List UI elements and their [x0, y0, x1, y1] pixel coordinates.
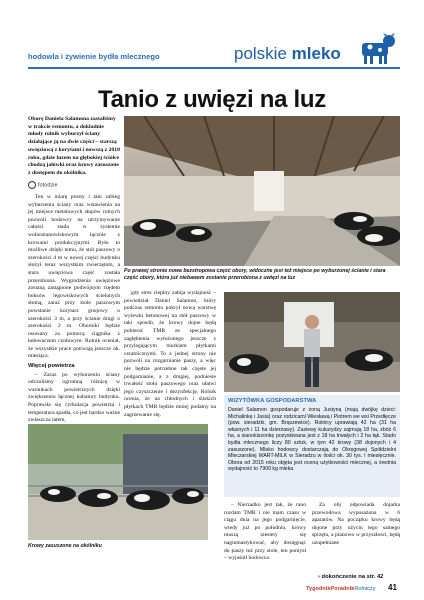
- author-name: fotodzie: [38, 182, 58, 189]
- subheading: Więcej powietrza: [28, 363, 75, 370]
- footer-brand-2: Poradnik: [330, 586, 355, 592]
- farm-info-heading: WIZYTÓWKA GOSPODARSTWA: [228, 398, 317, 404]
- cow-logo-icon: [356, 33, 398, 67]
- continuation-note: › dokończenie na str. 42: [318, 574, 384, 580]
- column-2: [124, 290, 216, 419]
- brand-title: [234, 44, 341, 64]
- column-3: [312, 502, 400, 548]
- section-tag: hodowla i żywienie bydła mlecznego: [28, 52, 160, 61]
- barn-interior-photo: [124, 116, 400, 266]
- photo-caption: Po prawej stronie nowa bezstropowa część obory, widoczne jest też miejsce po wyburzonej ścianie i stara część obory, która już niebawem zostanie przerobiona z uwięzi na luz: [124, 268, 386, 281]
- column-1: [28, 194, 120, 425]
- author: [28, 181, 58, 189]
- farmer-photo: [224, 292, 400, 392]
- photo-caption-paddock: Krowy zasuszone na okólniku: [28, 543, 102, 549]
- header-rule: [28, 67, 400, 69]
- cows-paddock-photo: [28, 424, 208, 540]
- paragraph: – Nierzadko jest tak, że rano rozdam TMR i nie mam czasu w ciągu dnia na jego podgarnięcie, wtedy już po południu, krowy muszą niestety się naginmastykować, aby dosięgnąć do paszy tuż przy stole, ten pomysł – wyjaśnił hodowca.: [224, 502, 306, 562]
- brand-regular: polskie: [234, 44, 287, 63]
- paragraph: Ten w miarę prosty i tani zabieg wyburzenia ściany oraz wstawienia na jej miejsce metalowych słupów rolnych pozwoli hodowcy na utrzymywanie całości stada w systemie wolnostanowiskowym łącznie z krowami produkcyjnymi. Było to możliwe dzięki temu, że stół paszowy o szerokości 4 m w nowej części budynku służył teraz wszystkim zwierzętom, a stara uwięziowa część została przerobiona. Wygrodzenia uwięziowe zostaną zastąpione podwójnym rzędem boksów legowiskowych ścielonych słomą, zaraz przy stole paszowym powstanie korytarz gnojowy o szerokości 3 m, a przy ścianie drugi o szerokości 2 m. Oborniki będzie usuwany za pomocą ciągnika z ładowaczem czołowym. Rolnik oceniał, że wszystkie prace potrwają jeszcze ok. miesiąca.: [28, 194, 120, 360]
- farm-info-text: Daniel Salamon gospodaruje z żoną Justyną (mają dwójkę dzieci: Michalinkę i Jasia) oraz rodzicami Wiesławą i Piotrem we wsi Przedłęcze (pow. sieradzki, gm. Brąszewice). Rolnicy uprawiają 42 ha (31 ha własnych i 11 ha dzierżawy). Zasiewy kukurydzy zajmują 18 ha, zbóż 6 ha, a sianokiszonkę pozyskiwana jest z 18 ha trwałych i 2 ha łąk. Stado bydła mlecznego liczy 80 sztuk, w tym 42 krowy (38 dojonych i 4 zasuszone). Mleko hodowcy dostarczają do Okręgowej Spółdzielni Mleczarskiej WART-MILK w Sieradzu w ilości ok. 30 tys. l miesięcznie. Obora od 2015 roku objęta jest oceną użytkowości mlecznej, a średnia wydajność to 7900 kg mleka.: [228, 407, 396, 473]
- column-2b: [224, 502, 306, 563]
- paragraph: gdy stres cieplny zabija wydajność – powiedział Daniel Salamon, który podczas remontu pokrył nową warstwę wylewki betonowej na stół paszowy w taki sposób, że krowy dojne będą pobierać TMR ze specjalnego zagłębienia wyłożonego jeszcze z przylegającym murkiem płytkami ceramicznymi. To z jednej strony nie pozwoli na rozgarnianie paszy, a więc nie będzie potrzebne tak częste jej podgarnianie, a z drugiej, podniesie trwałość stołu paszowego oraz ułatwi jego czyszczenie i dezynfekcję. Rolnik ocenia, że na chłodnych i śliskich płytkach TMR będzie mniej podatny na zagrzewanie się.: [124, 290, 216, 418]
- page-number: 41: [388, 583, 397, 592]
- camera-icon: [28, 181, 36, 189]
- article-lead: Oborę Daniela Salamona zastaliśmy w trakcie remontu, a dokładnie młody rolnik wyburzył ściany działające ją na dwie części – starszą uwięziową z korytami i nowszą z 2010 roku, gdzie luzem na głębokiej ściółce chodzą jałówki oraz krowy zasuszone z dostępem do okólnika.: [28, 116, 120, 176]
- footer-brand-3: Rolniczy: [354, 586, 376, 592]
- brand-bold: mleko: [291, 44, 341, 63]
- footer-brand: [306, 586, 376, 592]
- paragraph: Za obj odpowiada dojarka przewodowa wyposażona w 6 aparatów. Na początku krowy będą dojone przy użyciu tego samego sprzętu, a planowo w przyszłości, będą uzupełniane: [312, 502, 400, 546]
- footer-brand-1: Tygodnik: [306, 586, 331, 592]
- article-title: Tanio z uwięzi na luz: [98, 86, 326, 113]
- paragraph: – Zaraz po wyburzeniu ściany odczuliśmy ogromną różnicę w warunkach powietrznych dzięki zwiększeniu łącznej kubatury budynku. Poprawiła się cyrkulacja powietrza i temperatura spadła, co jest bardzo ważne zwłaszcza latem,: [28, 371, 120, 424]
